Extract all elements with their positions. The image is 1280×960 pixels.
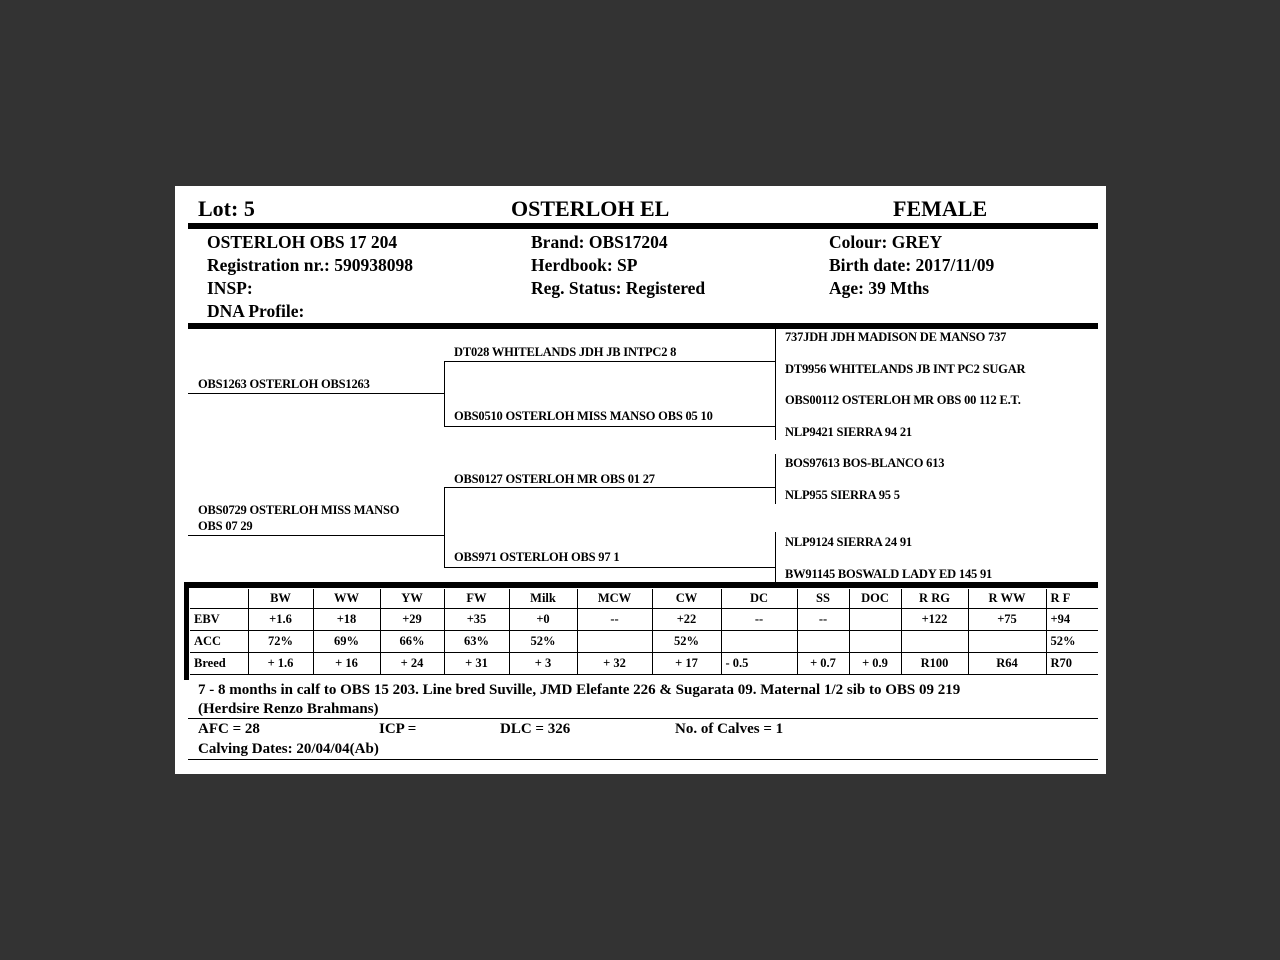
comment-line1: 7 - 8 months in calf to OBS 15 203. Line bred Suville, JMD Elefante 226 & Sugarata 09. Maternal 1/2 sib to OBS 09 219 <box>198 682 961 698</box>
acc-cell: 69% <box>313 630 380 652</box>
acc-cell <box>901 630 968 652</box>
dam-bracket <box>444 487 445 567</box>
breed-cell: + 0.9 <box>849 652 901 674</box>
ebv-col-rww: R WW <box>968 589 1046 608</box>
ebv-cell: +122 <box>901 608 968 630</box>
ebv-cell: +18 <box>313 608 380 630</box>
number-of-calves: No. of Calves = 1 <box>675 721 784 737</box>
ebv-col-dc: DC <box>721 589 797 608</box>
ebv-row <box>190 608 1098 630</box>
breed-cell: + 3 <box>509 652 577 674</box>
bracket-2 <box>775 362 776 440</box>
birth-date: Birth date: 2017/11/09 <box>829 255 995 275</box>
ebv-col-rf: R F <box>1046 589 1098 608</box>
gen3-5: BOS97613 BOS-BLANCO 613 <box>785 456 945 470</box>
mgs-line <box>444 487 775 488</box>
ebv-col-doc: DOC <box>849 589 901 608</box>
bottom-rule <box>188 759 1098 760</box>
dam-line1: OBS0729 OSTERLOH MISS MANSO <box>198 503 400 517</box>
breed-cell: + 16 <box>313 652 380 674</box>
breed-cell: R100 <box>901 652 968 674</box>
dam-line2: OBS 07 29 <box>198 519 253 533</box>
notes-rule <box>188 718 1098 719</box>
breed-cell: + 32 <box>577 652 652 674</box>
inspection: INSP: <box>207 278 253 298</box>
paternal-granddam: OBS0510 OSTERLOH MISS MANSO OBS 05 10 <box>454 409 713 423</box>
ebv-cell: +94 <box>1046 608 1098 630</box>
acc-cell: 52% <box>652 630 721 652</box>
ebv-rule <box>184 582 1098 588</box>
gen3-8: BW91145 BOSWALD LADY ED 145 91 <box>785 567 993 581</box>
icp: ICP = <box>379 721 417 737</box>
ebv-col-ss: SS <box>797 589 849 608</box>
acc-cell: 52% <box>1046 630 1098 652</box>
gen3-4: NLP9421 SIERRA 94 21 <box>785 425 912 439</box>
gen3-6: NLP955 SIERRA 95 5 <box>785 488 900 502</box>
ebv-col-mcw: MCW <box>577 589 652 608</box>
ebv-col-ww: WW <box>313 589 380 608</box>
ebv-left-bar <box>184 582 189 680</box>
acc-cell <box>968 630 1046 652</box>
bracket-4 <box>775 532 776 582</box>
ebv-table <box>190 589 1098 675</box>
breed-cell: + 17 <box>652 652 721 674</box>
lot-card <box>175 186 1106 774</box>
info-rule <box>188 323 1098 329</box>
comment-line2: (Herdsire Renzo Brahmans) <box>198 701 379 717</box>
ebv-header-row <box>190 589 1098 608</box>
breed-row <box>190 652 1098 674</box>
age: Age: 39 Mths <box>829 278 930 298</box>
ebv-cell: -- <box>577 608 652 630</box>
lot-number: Lot: 5 <box>198 196 255 221</box>
acc-cell: ACC <box>190 630 248 652</box>
breed-cell: R64 <box>968 652 1046 674</box>
dam-line <box>188 535 444 536</box>
acc-cell: 66% <box>380 630 444 652</box>
acc-cell: 52% <box>509 630 577 652</box>
acc-cell: 63% <box>444 630 509 652</box>
full-name: OSTERLOH OBS 17 204 <box>207 232 398 252</box>
breed-cell: R70 <box>1046 652 1098 674</box>
calving-dates: Calving Dates: 20/04/04(Ab) <box>198 741 379 757</box>
breed-cell: + 31 <box>444 652 509 674</box>
bracket-3 <box>775 454 776 504</box>
ebv-col-milk: Milk <box>509 589 577 608</box>
mgd-line <box>444 567 775 568</box>
gen3-3: OBS00112 OSTERLOH MR OBS 00 112 E.T. <box>785 393 1021 407</box>
animal-sex: FEMALE <box>893 196 988 221</box>
info-col-physical <box>829 231 994 300</box>
reg-status: Reg. Status: Registered <box>531 278 706 298</box>
dna-profile: DNA Profile: <box>207 301 305 321</box>
herdbook: Herdbook: SP <box>531 255 638 275</box>
ebv-cell: +35 <box>444 608 509 630</box>
breed-cell: + 24 <box>380 652 444 674</box>
acc-row <box>190 630 1098 652</box>
bracket-1 <box>775 329 776 362</box>
sire-bracket <box>444 361 445 426</box>
ebv-col-yw: YW <box>380 589 444 608</box>
acc-cell <box>577 630 652 652</box>
registration-number: Registration nr.: 590938098 <box>207 255 413 275</box>
colour: Colour: GREY <box>829 232 943 252</box>
ebv-col-label <box>190 589 248 608</box>
ebv-cell: EBV <box>190 608 248 630</box>
ebv-cell: +1.6 <box>248 608 313 630</box>
acc-cell <box>721 630 797 652</box>
acc-cell <box>797 630 849 652</box>
maternal-granddam: OBS971 OSTERLOH OBS 97 1 <box>454 550 620 564</box>
sire: OBS1263 OSTERLOH OBS1263 <box>198 377 370 391</box>
header-rule <box>188 223 1098 229</box>
paternal-grandsire: DT028 WHITELANDS JDH JB INTPC2 8 <box>454 345 677 359</box>
ebv-col-fw: FW <box>444 589 509 608</box>
gen3-7: NLP9124 SIERRA 24 91 <box>785 535 912 549</box>
acc-cell <box>849 630 901 652</box>
breed-cell: + 0.7 <box>797 652 849 674</box>
ebv-cell: +0 <box>509 608 577 630</box>
brand: Brand: OBS17204 <box>531 232 668 252</box>
animal-name: OSTERLOH EL <box>511 196 670 221</box>
ebv-cell: +29 <box>380 608 444 630</box>
ebv-cell: +75 <box>968 608 1046 630</box>
maternal-grandsire: OBS0127 OSTERLOH MR OBS 01 27 <box>454 472 655 486</box>
breed-cell: Breed <box>190 652 248 674</box>
ebv-cell: -- <box>721 608 797 630</box>
ebv-cell <box>849 608 901 630</box>
acc-cell: 72% <box>248 630 313 652</box>
sire-line <box>188 393 444 394</box>
ebv-col-cw: CW <box>652 589 721 608</box>
ebv-cell: +22 <box>652 608 721 630</box>
pgd-line <box>444 426 775 427</box>
ebv-col-rrg: R RG <box>901 589 968 608</box>
breed-cell: - 0.5 <box>721 652 797 674</box>
info-col-registry <box>531 231 705 300</box>
dlc: DLC = 326 <box>500 721 571 737</box>
ebv-cell: -- <box>797 608 849 630</box>
gen3-1: 737JDH JDH MADISON DE MANSO 737 <box>785 330 1007 344</box>
pgs-line <box>444 361 775 362</box>
ebv-col-bw: BW <box>248 589 313 608</box>
info-col-identity <box>207 231 413 323</box>
gen3-2: DT9956 WHITELANDS JB INT PC2 SUGAR <box>785 362 1026 376</box>
afc: AFC = 28 <box>198 721 260 737</box>
breed-cell: + 1.6 <box>248 652 313 674</box>
